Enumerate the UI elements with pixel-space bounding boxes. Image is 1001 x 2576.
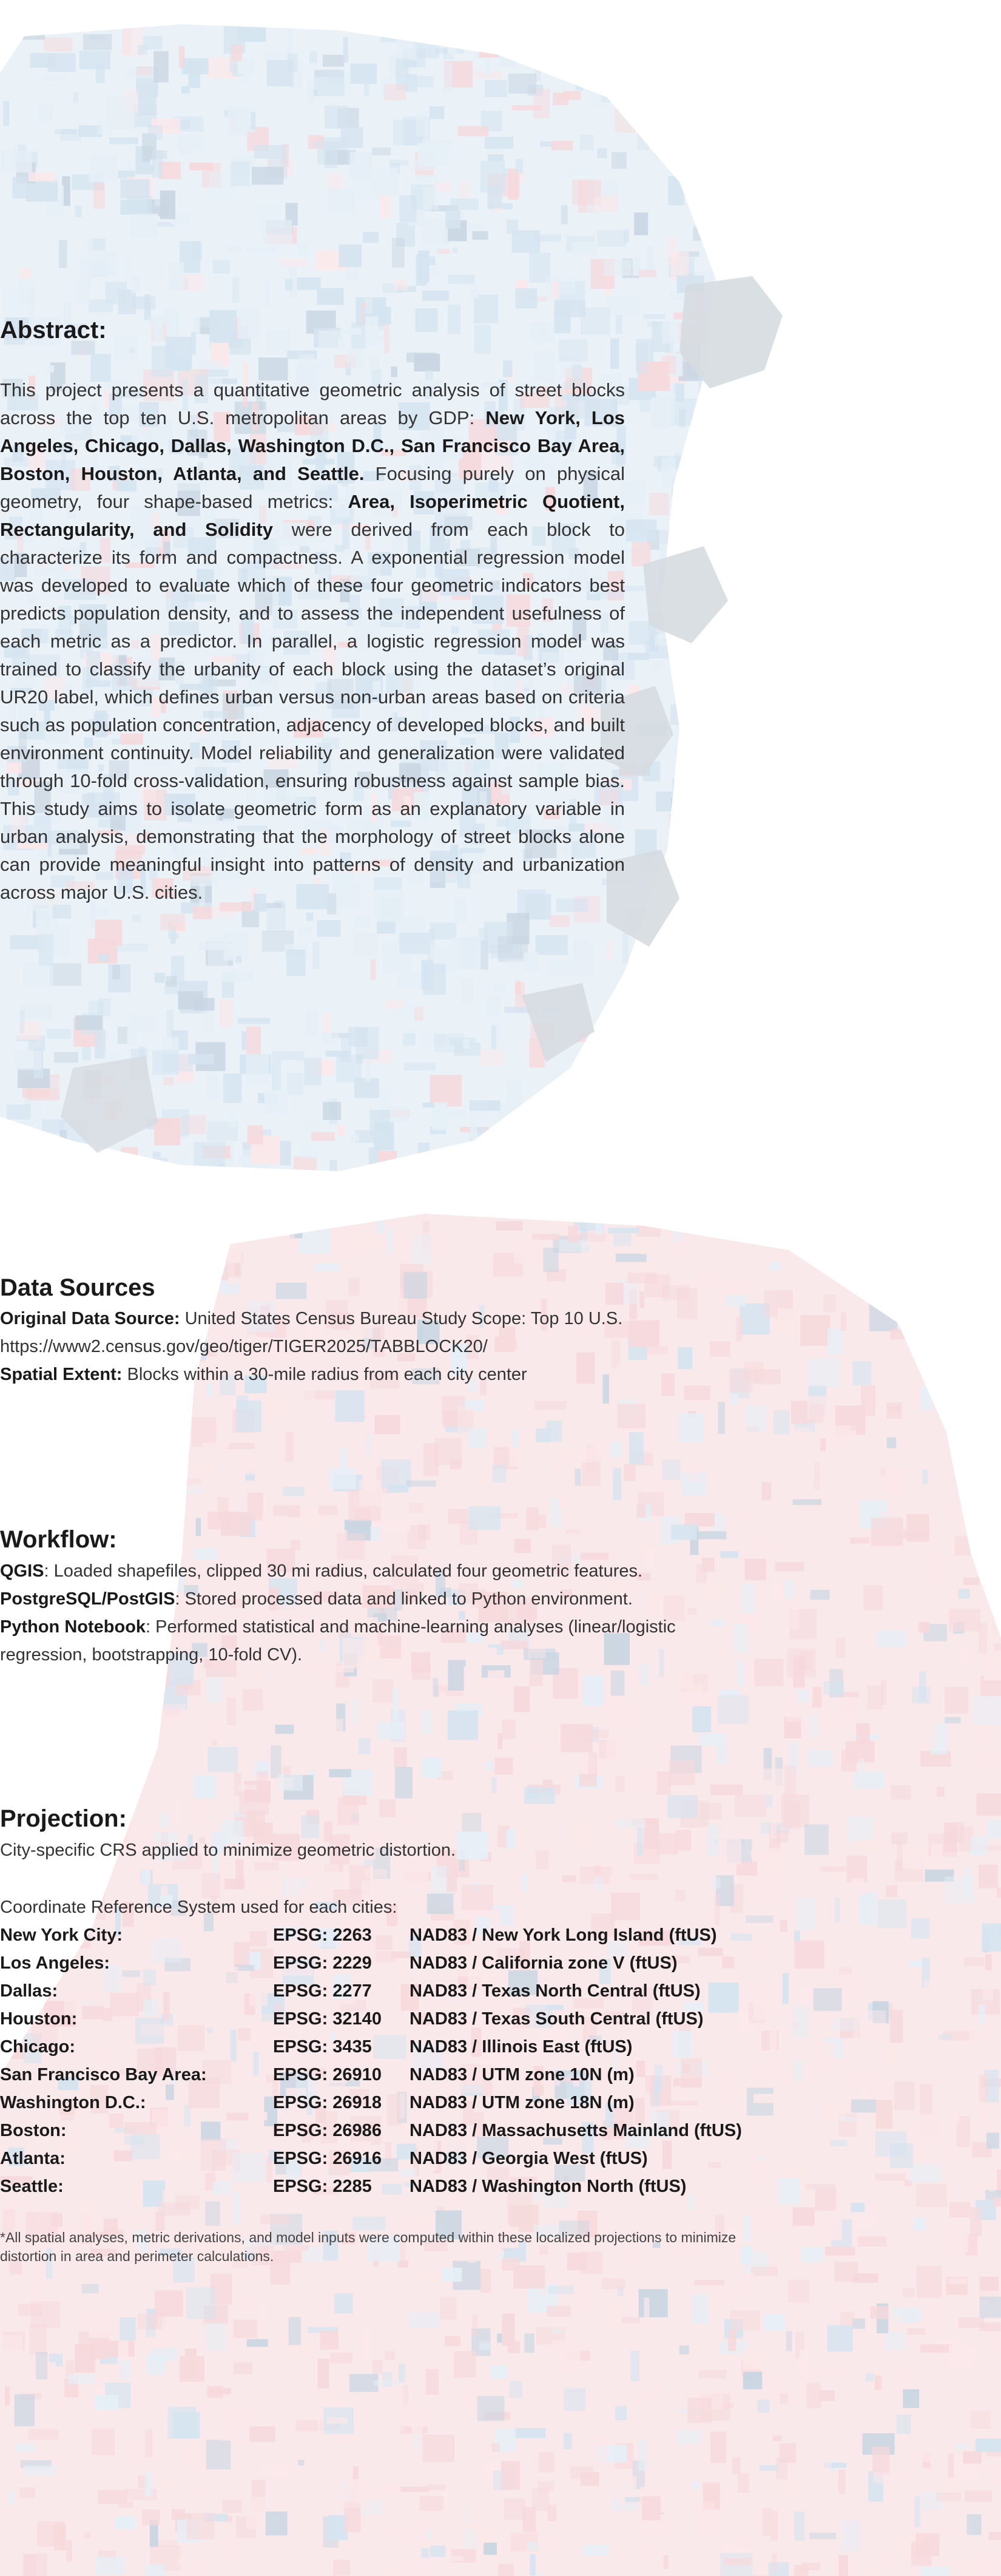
crs-epsg: EPSG: 26910 bbox=[273, 2064, 382, 2084]
crs-name: NAD83 / Massachusetts Mainland (ftUS) bbox=[410, 2120, 742, 2140]
crs-name: NAD83 / Texas South Central (ftUS) bbox=[410, 2009, 704, 2029]
abstract-emphasis: Area, Isoperimetric Quotient, Rectangularity, and Solidity bbox=[0, 491, 625, 540]
crs-name: NAD83 / Illinois East (ftUS) bbox=[410, 2037, 633, 2057]
workflow-item-qgis: QGIS: Loaded shapefiles, clipped 30 mi radius, calculated four geometric features. bbox=[0, 1561, 643, 1581]
workflow-list bbox=[0, 1557, 758, 1669]
crs-city: Chicago: bbox=[0, 2037, 76, 2057]
data-sources-list bbox=[0, 1305, 758, 1388]
crs-city: Atlanta: bbox=[0, 2148, 66, 2168]
crs-epsg: EPSG: 2263 bbox=[273, 1925, 372, 1945]
abstract-title: Abstract: bbox=[0, 317, 107, 343]
data-source-url[interactable]: https://www2.census.gov/geo/tiger/TIGER2025/TABBLOCK20/ bbox=[0, 1337, 488, 1356]
crs-row bbox=[0, 1921, 742, 1949]
crs-epsg: EPSG: 2229 bbox=[273, 1953, 372, 1973]
abstract-body bbox=[0, 376, 625, 907]
crs-name: NAD83 / California zone V (ftUS) bbox=[410, 1953, 678, 1973]
crs-row bbox=[0, 2089, 742, 2117]
crs-name: NAD83 / Texas North Central (ftUS) bbox=[410, 1981, 701, 2001]
crs-city: Seattle: bbox=[0, 2176, 64, 2196]
crs-name: NAD83 / Georgia West (ftUS) bbox=[410, 2148, 648, 2168]
crs-row bbox=[0, 2117, 742, 2145]
crs-row bbox=[0, 2005, 742, 2033]
crs-row bbox=[0, 2061, 742, 2089]
crs-city: Dallas: bbox=[0, 1981, 58, 2001]
crs-table bbox=[0, 1921, 742, 2200]
crs-epsg: EPSG: 26918 bbox=[273, 2092, 382, 2112]
crs-city: New York City: bbox=[0, 1925, 123, 1945]
workflow-item-postgis: PostgreSQL/PostGIS: Stored processed data and linked to Python environment. bbox=[0, 1589, 633, 1609]
abstract-text: This project presents a quantitative geometric analysis of street blocks across the top ten U.S. metropolitan areas by GDP: bbox=[0, 379, 625, 428]
crs-city: Houston: bbox=[0, 2009, 78, 2029]
crs-epsg: EPSG: 2285 bbox=[273, 2176, 372, 2196]
data-sources-title: Data Sources bbox=[0, 1274, 155, 1301]
crs-row bbox=[0, 1949, 742, 1977]
abstract-emphasis: New York, Los Angeles, Chicago, Dallas, Washington D.C., San Francisco Bay Area, Boston, Houston, Atlanta, and Seattle. bbox=[0, 407, 625, 484]
projection-intro: City-specific CRS applied to minimize geometric distortion. bbox=[0, 1841, 456, 1860]
crs-row bbox=[0, 2033, 742, 2061]
crs-city: San Francisco Bay Area: bbox=[0, 2064, 207, 2084]
crs-epsg: EPSG: 32140 bbox=[273, 2009, 382, 2029]
crs-epsg: EPSG: 2277 bbox=[273, 1981, 372, 2001]
projection-title: Projection: bbox=[0, 1805, 127, 1832]
data-source-line: Original Data Source: United States Census Bureau Study Scope: Top 10 U.S. bbox=[0, 1309, 623, 1328]
crs-epsg: EPSG: 3435 bbox=[273, 2037, 372, 2057]
crs-name: NAD83 / UTM zone 10N (m) bbox=[410, 2064, 635, 2084]
crs-name: NAD83 / Washington North (ftUS) bbox=[410, 2176, 687, 2196]
crs-row bbox=[0, 1977, 742, 2005]
crs-name: NAD83 / New York Long Island (ftUS) bbox=[410, 1925, 717, 1945]
projection-footnote: *All spatial analyses, metric derivations, and model inputs were computed within these localized projections to minimize distortion in area and perimeter calculations. bbox=[0, 2229, 736, 2264]
crs-city: Washington D.C.: bbox=[0, 2092, 146, 2112]
crs-name: NAD83 / UTM zone 18N (m) bbox=[410, 2092, 635, 2112]
crs-row bbox=[0, 2172, 742, 2200]
workflow-title: Workflow: bbox=[0, 1526, 117, 1553]
crs-city: Los Angeles: bbox=[0, 1953, 110, 1973]
crs-city: Boston: bbox=[0, 2120, 67, 2140]
crs-row bbox=[0, 2145, 742, 2172]
crs-epsg: EPSG: 26986 bbox=[273, 2120, 382, 2140]
abstract-text: Focusing purely on physical geometry, four shape-based metrics: bbox=[0, 463, 625, 512]
workflow-item-python: Python Notebook: Performed statistical and machine-learning analyses (linear/logistic regression, bootstrapping, 10-fold CV). bbox=[0, 1617, 676, 1665]
crs-epsg: EPSG: 26916 bbox=[273, 2148, 382, 2168]
crs-table-caption: Coordinate Reference System used for each cities: bbox=[0, 1898, 397, 1917]
abstract-text: were derived from each block to characterize its form and compactness. A exponential regression model was developed to evaluate which of these four geometric indicators best predicts population density, and to assess the independent usefulness of each metric as a predictor. In parallel, a logistic regression model was trained to classify the urbanity of each block using the dataset’s original UR20 label, which defines urban versus non-urban areas based on criteria such as population concentration, adjacency of developed blocks, and built environment continuity. Model reliability and generalization were validated through 10-fold cross-validation, ensuring robustness against sample bias. This study aims to isolate geometric form as an explanatory variable in urban analysis, demonstrating that the morphology of street blocks alone can provide meaningful insight into patterns of density and urbanization across major U.S. cities. bbox=[0, 519, 625, 903]
spatial-extent-line: Spatial Extent: Blocks within a 30-mile radius from each city center bbox=[0, 1365, 527, 1384]
